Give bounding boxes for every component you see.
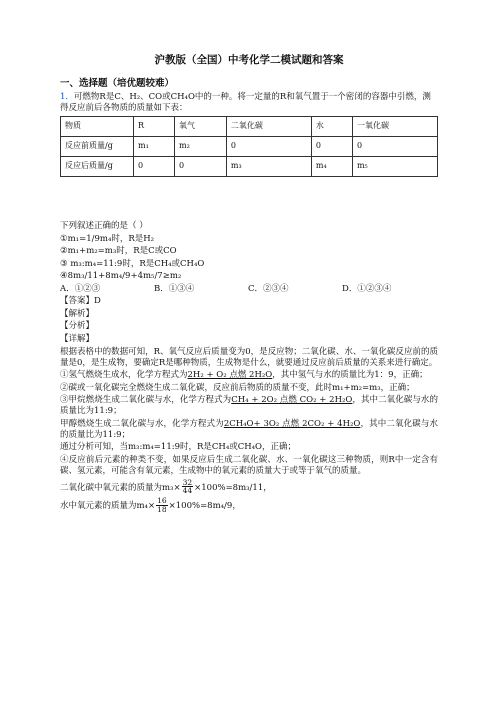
question-body: 可燃物R是C、H₂、CO或CH₄O中的一种。将一定量的R和氧气置于一个密闭的容器中引燃，测得反应前后各物质的质量如下表： [60,91,431,114]
explanation-oxygen: ④反应前后元素的种类不变，如果反应后生成二氧化碳、水、一氧化碳这三种物质，则R中一定含有碳、氢元素，可能含有氧元素，生成物中的氧元素的质量大于或等于氧气的质量。 [60,454,438,477]
explanation-intro: 根据表格中的数据可知，R、氧气反应后质量变为0，是反应物；二氧化碳、水、一氧化碳反应前的质量是0，是生成物，要确定R是哪种物质，生成物是什么，就要通过反应前后质量的关系来进行确定。 [60,346,438,368]
table-cell: m₁ [134,137,175,157]
explanation-text: 甲醇燃烧生成二氧化碳与水，化学方程式为 [60,418,224,429]
table-row [61,137,438,157]
explanation-methane [60,395,438,417]
formula-text: 水中氧元素的质量为m₄× [60,500,156,511]
fraction-numerator: 32 [182,477,193,487]
table-cell: m₅ [352,157,437,177]
question-text [60,92,438,114]
fraction-denominator: 18 [157,504,167,514]
statement-1: ①m₁=1/9m₄时，R是H₂ [60,233,155,244]
analysis-label: 【解析】 [60,308,95,319]
table-header-cell: 物质 [61,117,134,137]
statement-2: ②m₁+m₂=m₃时，R是C或CO [60,246,177,257]
question-number: 1． [60,91,74,102]
table-cell: m₃ [226,157,311,177]
table-header-cell: 二氧化碳 [226,117,311,137]
option-d: D．①②③④ [342,283,392,294]
explanation-methanol [60,419,438,441]
explanation-text: ，其中二氧化碳与水的质量比为11:9； [60,418,438,440]
mass-table [60,116,438,177]
statement-4: ④8m₃/11+8m₄/9+4m₅/7≥m₂ [60,271,182,282]
formula-co2-oxygen [60,479,438,496]
table-cell: 反应后质量/g [61,157,134,177]
option-a: A．①②③ [60,283,101,294]
formula-text: ×100%=8m₃/11， [194,482,272,493]
explanation-carbon: ②碳或一氧化碳完全燃烧生成二氧化碳，反应前后物质的质量不变，此时m₁+m₂=m₃，正确； [60,382,415,393]
section-heading: 一、选择题（培优题较难） [60,77,175,89]
table-header-row [61,117,438,137]
fraction-denominator: 44 [182,486,193,496]
chemical-equation: 2CH₄O+ 3O₂ 点燃 2CO₂ + 4H₂O [223,418,361,429]
fraction-numerator: 16 [157,495,167,505]
table-cell: 0 [175,157,227,177]
page-title: 沪教版（全国）中考化学二模试题和答案 [154,54,344,66]
table-cell: m₄ [311,157,352,177]
table-cell: 0 [134,157,175,177]
document-content [60,54,438,515]
table-cell: 0 [311,137,352,157]
table-row [61,157,438,177]
details-label: 【详解】 [60,334,95,344]
chemical-equation: 2H₂ + O₂ 点燃 2H₂O [187,370,273,381]
fraction [182,479,194,496]
formula-text: ×100%=8m₄/9， [168,500,241,511]
table-header-cell: R [134,117,175,137]
question-stem: 下列叙述正确的是（ ） [60,221,148,232]
option-b: B．①③④ [154,283,195,294]
fraction [156,497,168,514]
option-c: C．②③④ [248,283,289,294]
formula-text: 二氧化碳中氧元素的质量为m₃× [60,482,181,493]
table-cell: 0 [226,137,311,157]
breakdown-label: 【分析】 [60,321,95,332]
answer-label: 【答案】D [60,296,101,307]
explanation-text: ，其中二氧化碳与水的质量比为11:9； [60,395,438,417]
table-cell: 0 [352,137,437,157]
formula-water-oxygen [60,497,438,514]
answer-options [60,284,438,295]
chemical-equation: CH₄ + 2O₂ 点燃 CO₂ + 2H₂O [231,395,353,406]
table-cell: 反应前质量/g [61,137,134,157]
explanation-conclusion: 通过分析可知，当m₃:m₄=11:9时，R是CH₄或CH₄O，正确； [60,442,297,453]
table-header-cell: 水 [311,117,352,137]
explanation-text: ①氢气燃烧生成水，化学方程式为 [60,370,188,381]
explanation-text: ③甲烷燃烧生成二氧化碳与水，化学方程式为 [60,395,232,406]
table-header-cell: 氧气 [175,117,227,137]
table-cell: m₂ [175,137,227,157]
explanation-text: ，其中氢气与水的质量比为1：9，正确； [272,370,428,381]
statement-3: ③ m₃:m₄=11:9时，R是CH₄或CH₄O [60,258,205,269]
explanation-hydrogen [60,370,438,381]
table-header-cell: 一氧化碳 [352,117,437,137]
